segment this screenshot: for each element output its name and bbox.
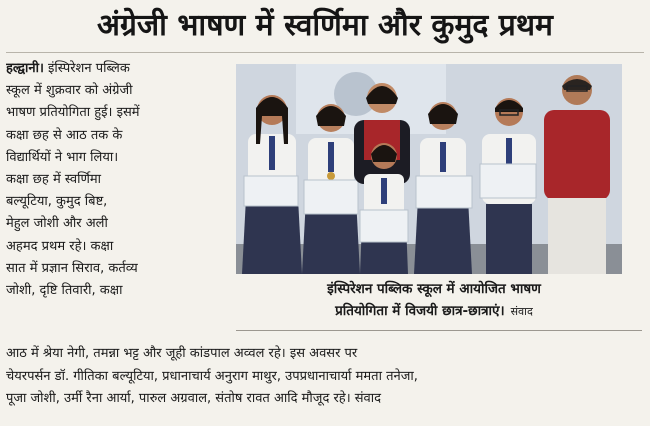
caption-credit: संवाद [510, 305, 533, 318]
article-line: बल्यूटिया, कुमुद बिष्ट, [6, 194, 108, 210]
dateline: हल्द्वानी। [6, 61, 44, 76]
students-group-photo [236, 64, 622, 274]
article-line: विद्यार्थियों ने भाग लिया। [6, 149, 119, 165]
article-text: इंस्पिरेशन पब्लिक [48, 61, 130, 76]
article-line: कक्षा छह में स्वर्णिमा [6, 172, 102, 188]
caption-divider [236, 330, 642, 331]
article-line: जोशी, दृष्टि तिवारी, कक्षा [6, 283, 123, 299]
caption-line [244, 300, 624, 323]
article-line: पूजा जोशी, उर्मी रैना आर्या, पारुल अग्रवाल, संतोष रावत आदि मौजूद रहे। संवाद [6, 391, 382, 406]
article-line: सात में प्रज्ञान सिराव, कर्तव्य [6, 260, 138, 276]
headline: अंग्रेजी भाषण में स्वर्णिमा और कुमुद प्रथम [97, 8, 553, 43]
article-line: भाषण प्रतियोगिता हुई। इसमें [6, 105, 140, 121]
article-line: स्कूल में शुक्रवार को अंग्रेजी [6, 83, 133, 99]
article-left-column [6, 58, 228, 302]
article-line: आठ में श्रेया नेगी, तमन्ना भट्ट और जूही कांडपाल अव्वल रहे। इस अवसर पर [6, 346, 358, 361]
article-line: अहमद प्रथम रहे। कक्षा [6, 238, 114, 254]
article-line: चेयरपर्सन डॉ. गीतिका बल्यूटिया, प्रधानाचार्य अनुराग माथुर, उपप्रधानाचार्या ममता तनेजा, [6, 368, 418, 384]
news-photo [236, 64, 622, 274]
caption-text: प्रतियोगिता में विजयी छात्र-छात्राएं। [335, 303, 505, 319]
article-line [6, 58, 228, 80]
photo-caption [244, 278, 624, 323]
article-line: कक्षा छह से आठ तक के [6, 127, 123, 143]
article-line: मेहुल जोशी और अली [6, 216, 108, 232]
article-bottom [6, 343, 646, 411]
caption-line: इंस्पिरेशन पब्लिक स्कूल में आयोजित भाषण [327, 281, 541, 297]
headline-divider [6, 52, 644, 53]
